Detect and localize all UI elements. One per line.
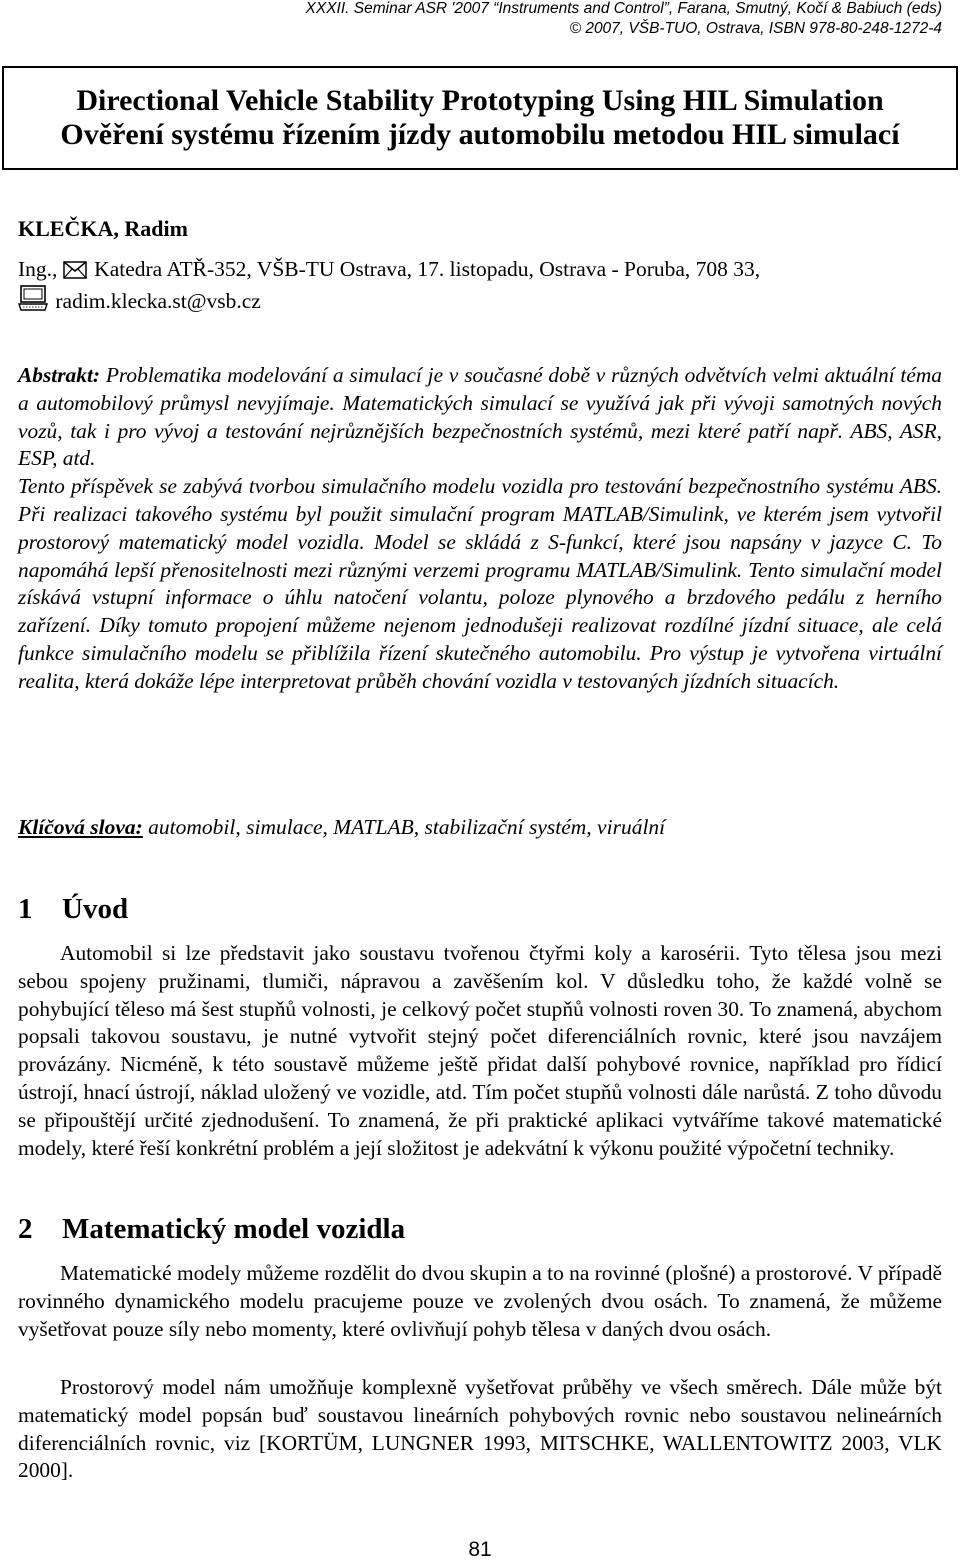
section-2-paragraph: Matematické modely můžeme rozdělit do dvou skupin a to na rovinné (plošné) a prostorové. V případě rovinného dynamického modelu pracujeme pouze ve zvolených dvou osách. To znamená, že můžeme vyšetřovat pouze síly nebo momenty, které ovlivňují pohyb tělesa v daných dvou osách. <box>18 1261 942 1341</box>
header-seminar-line: XXXII. Seminar ASR '2007 “Instruments and Control”, Farana, Smutný, Kočí & Babiuch (eds) <box>305 0 942 17</box>
header-copyright-line: © 2007, VŠB-TUO, Ostrava, ISBN 978-80-248-1272-4 <box>569 20 942 37</box>
section-1-paragraph: Automobil si lze představit jako soustavu tvořenou čtyřmi koly a karosérii. Tyto tělesa jsou mezi sebou spojeny pružinami, tlumiči, nápravou a zavěšením kol. V důsledku toho, že každé volně se pohybující těleso má šest stupňů volnosti, je celkový počet stupňů volnosti roven 30. To znamená, abychom popsali takovou soustavu, je nutné vytvořit stejný počet diferenciálních rovnic, které jsou navzájem provázány. Nicméně, k této soustavě můžeme ještě přidat další pohybové rovnice, například pro řídicí ústrojí, hnací ústrojí, náklad uložený ve vozidle, atd. Tím počet stupňů volnosti dále narůstá. Z toho důvodu se připouštějí určité zjednodušení. To znamená, že při praktické aplikaci vytváříme takové matematické modely, které řeší konkrétní problém a její složitost je adekvátní k výkonu použité výpočetní techniky. <box>18 941 942 1160</box>
author-name: KLEČKA, Radim <box>18 216 188 241</box>
envelope-icon <box>63 260 87 285</box>
section-2-paragraph: Prostorový model nám umožňuje komplexně vyšetřovat průběhy ve všech směrech. Dále může být matematický model popsán buď soustavou lineárních pohybových rovnic nebo soustavou nelineárních diferenciálních rovnic, viz [KORTÜM, LUNGNER 1993, MITSCHKE, WALLENTOWITZ 2003, VLK 2000]. <box>18 1375 942 1483</box>
abstract-label: Abstrakt: <box>18 363 101 387</box>
title-czech: Ověření systému řízením jízdy automobilu metodou HIL simulací <box>60 118 900 151</box>
title-box <box>2 66 958 170</box>
section-heading-2 <box>18 1213 405 1246</box>
abstract <box>18 362 942 696</box>
abstract-text: Problematika modelování a simulací je v současné době v různých odvětvích velmi aktuální téma a automobilový průmysl nevyjímaje. Matematických simulací se využívá jak při vývoji samotných nových vozů, tak i pro vývoj a testování nejrůznějších bezpečnostních systémů, mezi které patří např. ABS, ASR, ESP, atd. <box>18 363 942 471</box>
keywords-label: Klíčová slova: <box>18 815 143 839</box>
section-heading-1 <box>18 893 128 926</box>
title-english: Directional Vehicle Stability Prototyping Using HIL Simulation <box>76 84 884 117</box>
author-address: Katedra ATŘ-352, VŠB-TU Ostrava, 17. listopadu, Ostrava - Poruba, 708 33, <box>94 257 761 281</box>
author-email[interactable]: radim.klecka.st@vsb.cz <box>55 289 261 313</box>
keywords <box>18 814 942 842</box>
author-affiliation <box>18 257 760 285</box>
page-number: 81 <box>468 1538 492 1561</box>
abstract-text-2: Tento příspěvek se zabývá tvorbou simulačního modelu vozidla pro testování bezpečnostního systému ABS. Při realizaci takového systému byl použit simulační program MATLAB/Simulink, ve kterém jsem vytvořil prostorový matematický model vozidla. Model se skládá z S-funkcí, které jsou napsány v jazyce C. To napomáhá lepší přenositelnosti mezi různými verzemi programu MATLAB/Simulink. Tento simulační model získává vstupní informace o úhlu natočení volantu, poloze plynového a brzdového pedálu z herního zařízení. Díky tomuto propojení můžeme nejenom jednodušeji realizovat rozdílné jízdní situace, ale celá funkce simulačního modelu se přiblížila řízení skutečného automobilu. Pro výstup je vytvořena virtuální realita, která dokáže lépe interpretovat průběh chování vozidla v testovaných jízdních situacích. <box>18 474 942 693</box>
author-degree: Ing., <box>18 257 58 281</box>
section-number: 1 <box>18 893 33 925</box>
section-title: Úvod <box>62 893 129 925</box>
author-email-row <box>18 285 261 317</box>
section-title: Matematický model vozidla <box>62 1213 406 1245</box>
keywords-text: automobil, simulace, MATLAB, stabilizační systém, viruální <box>148 815 666 839</box>
section-number: 2 <box>18 1213 33 1245</box>
computer-icon <box>18 285 48 317</box>
